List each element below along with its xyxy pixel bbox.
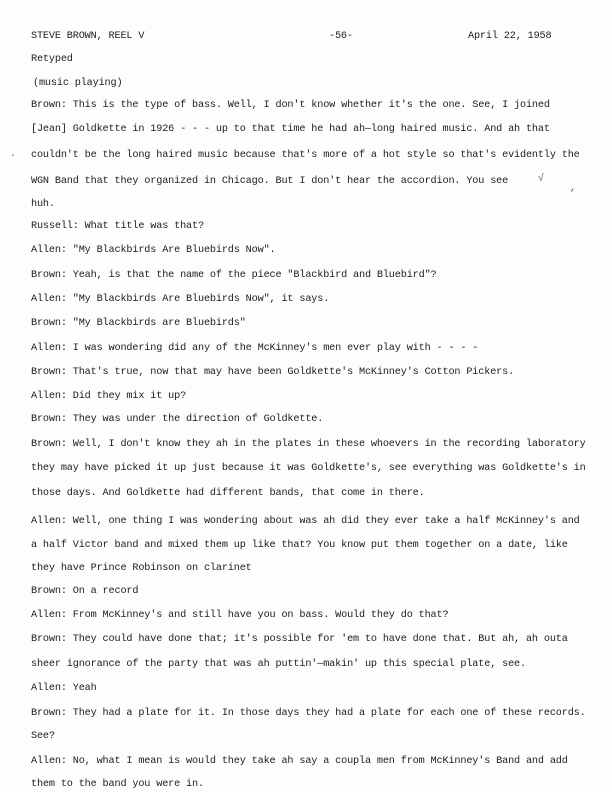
transcript-line: Brown: This is the type of bass. Well, I don't know whether it's the one. See, I joined xyxy=(31,100,550,111)
transcript-line: those days. And Goldkette had different bands, that come in there. xyxy=(31,488,425,499)
retyped-note: Retyped xyxy=(31,54,73,65)
transcript-line: See? xyxy=(31,731,55,742)
transcript-line: Brown: They could have done that; it's possible for 'em to have done that. But ah, ah outa xyxy=(31,634,568,645)
transcript-line: Brown: They was under the direction of Goldkette. xyxy=(31,414,324,425)
transcript-line: couldn't be the long haired music because that's more of a hot style so that's evidently the xyxy=(31,150,580,161)
header-date: April 22, 1958 xyxy=(468,31,552,42)
transcript-line: Allen: Yeah xyxy=(31,683,97,694)
transcript-line: Allen: I was wondering did any of the McKinney's men ever play with - - - - xyxy=(31,343,479,354)
transcript-line: them to the band you were in. xyxy=(31,779,204,790)
transcript-line: Brown: Yeah, is that the name of the piece "Blackbird and Bluebird"? xyxy=(31,270,437,281)
transcript-line: Brown: Well, I don't know they ah in the plates in these whoevers in the recording laboratory xyxy=(31,439,586,450)
transcript-line: Allen: Well, one thing I was wondering about was ah did they ever take a half McKinney's and xyxy=(31,516,580,527)
transcript-line: Allen: No, what I mean is would they take ah say a coupla men from McKinney's Band and add xyxy=(31,756,568,767)
transcript-line: Allen: From McKinney's and still have you on bass. Would they do that? xyxy=(31,610,449,621)
transcript-line: sheer ignorance of the party that was ah puttin'—makin' up this special plate, see. xyxy=(31,659,526,670)
stray-dot-mark: . xyxy=(10,149,16,160)
music-note: (music playing) xyxy=(33,78,123,89)
handwritten-comma-mark: , xyxy=(570,183,576,194)
transcript-line: Brown: "My Blackbirds are Bluebirds" xyxy=(31,318,246,329)
transcript-line: Allen: Did they mix it up? xyxy=(31,391,187,402)
header-title: STEVE BROWN, REEL V xyxy=(31,31,145,42)
transcript-line: Brown: That's true, now that may have been Goldkette's McKinney's Cotton Pickers. xyxy=(31,367,515,378)
transcript-line: Allen: "My Blackbirds Are Bluebirds Now". xyxy=(31,245,276,256)
handwritten-check-mark: √ xyxy=(538,174,544,185)
transcript-line: [Jean] Goldkette in 1926 - - - up to that time he had ah—long haired music. And ah that xyxy=(31,124,550,135)
transcript-line: Russell: What title was that? xyxy=(31,221,204,232)
transcript-line: huh. xyxy=(31,199,55,210)
transcript-line: Brown: They had a plate for it. In those days they had a plate for each one of these records. xyxy=(31,708,586,719)
transcript-line: Brown: On a record xyxy=(31,586,139,597)
page-number: -56- xyxy=(329,31,353,42)
transcript-line: they have Prince Robinson on clarinet xyxy=(31,563,252,574)
transcript-line: they may have picked it up just because it was Goldkette's, see everything was Goldkette's in xyxy=(31,463,586,474)
transcript-line: WGN Band that they organized in Chicago. But I don't hear the accordion. You see xyxy=(31,176,509,187)
transcript-line: a half Victor band and mixed them up like that? You know put them together on a date, like xyxy=(31,540,568,551)
transcript-line: Allen: "My Blackbirds Are Bluebirds Now", it says. xyxy=(31,294,330,305)
